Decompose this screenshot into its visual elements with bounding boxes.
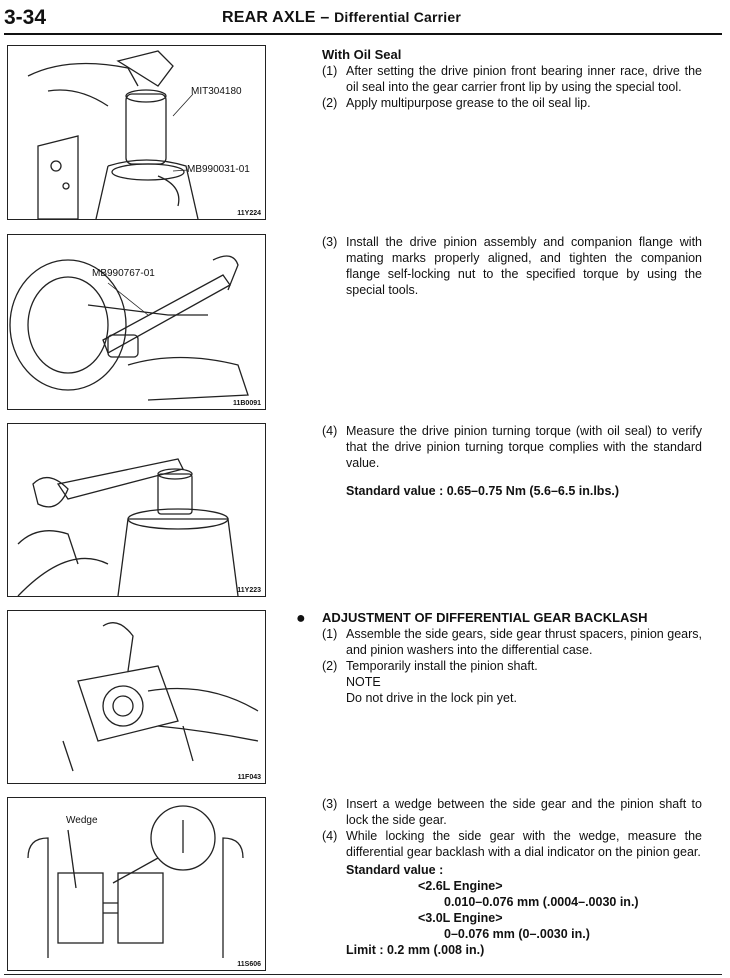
section-install-pinion [322,234,702,298]
figure-code: 11Y224 [237,210,261,217]
step-number: (1) [322,627,338,641]
figure-diff-gear-assembly [7,610,266,784]
step-text: Temporarily install the pinion shaft. [346,659,538,673]
step-number: (2) [322,96,338,110]
section-turning-torque [322,423,702,499]
step-number: (2) [322,659,338,673]
page-number: 3-34 [4,6,47,29]
step-text: Insert a wedge between the side gear and the pinion shaft to lock the side gear. [346,797,702,827]
diff-gear-illustration [8,611,265,783]
section-backlash-adjustment [322,610,702,706]
section-subtitle: Differential Carrier [334,9,462,25]
step [322,658,702,674]
standard-value-label: Standard value : [346,863,444,877]
callout-tool-2: MB990031-01 [187,164,250,175]
step [322,828,702,860]
header-rule [4,33,722,35]
engine-30-value: 0–0.076 mm (0–.0030 in.) [444,927,590,941]
figure-backlash-measure [7,797,266,971]
step [322,423,702,471]
step-text: While locking the side gear with the wedge, measure the differential gear backlash with a dial indicator on the pinion gear. [346,829,702,859]
torque-measure-illustration [8,424,265,596]
step-text: Install the drive pinion assembly and companion flange with mating marks properly aligned, and tighten the companion flange self-locking nut to the specified torque by using the special tools. [346,235,702,297]
step [322,626,702,658]
note-label: NOTE [346,675,381,689]
pinion-install-illustration [8,235,265,409]
step-text: Assemble the side gears, side gear thrust spacers, pinion gears, and pinion washers into the differential case. [346,627,702,657]
oil-seal-illustration [8,46,265,219]
title-separator: – [320,9,330,26]
figure-code: 11F043 [237,774,261,781]
standard-value: Standard value : 0.65–0.75 Nm (5.6–6.5 in.lbs.) [346,484,620,498]
limit-value: Limit : 0.2 mm (.008 in.) [346,943,485,957]
figure-torque-measure [7,423,266,597]
section-with-oil-seal [322,47,702,111]
step [322,234,702,298]
section-title: REAR AXLE [222,9,316,26]
step-number: (1) [322,64,338,78]
callout-tool-3: MB990767-01 [92,268,155,279]
figure-oil-seal-install [7,45,266,220]
step-number: (3) [322,235,338,249]
engine-26-label: <2.6L Engine> [418,879,503,893]
step [322,95,702,111]
step [322,796,702,828]
step-number: (4) [322,424,338,438]
step-text: Measure the drive pinion turning torque (with oil seal) to verify that the drive pinion turning torque complies with the standard value. [346,424,702,470]
section-heading: ADJUSTMENT OF DIFFERENTIAL GEAR BACKLASH [322,610,648,625]
section-backlash-measure [322,796,702,958]
footer-rule [4,974,722,975]
engine-30-label: <3.0L Engine> [418,911,503,925]
figure-code: 11B0091 [232,400,261,407]
step [322,63,702,95]
figure-code: 11Y223 [237,587,261,594]
figure-code: 11S606 [237,961,261,968]
callout-tool-1: MIT304180 [191,86,242,97]
callout-wedge: Wedge [66,815,98,826]
step-text: Apply multipurpose grease to the oil seal lip. [346,96,591,110]
step-number: (3) [322,797,338,811]
backlash-measure-illustration [8,798,265,970]
step-text: After setting the drive pinion front bearing inner race, drive the oil seal into the gear carrier front lip by using the special tool. [346,64,702,94]
figure-pinion-install [7,234,266,410]
section-heading: With Oil Seal [322,47,402,62]
bullet-icon: ● [296,610,306,627]
step-number: (4) [322,829,338,843]
engine-26-value: 0.010–0.076 mm (.0004–.0030 in.) [444,895,639,909]
page-title [222,9,461,27]
note-text: Do not drive in the lock pin yet. [346,691,517,705]
